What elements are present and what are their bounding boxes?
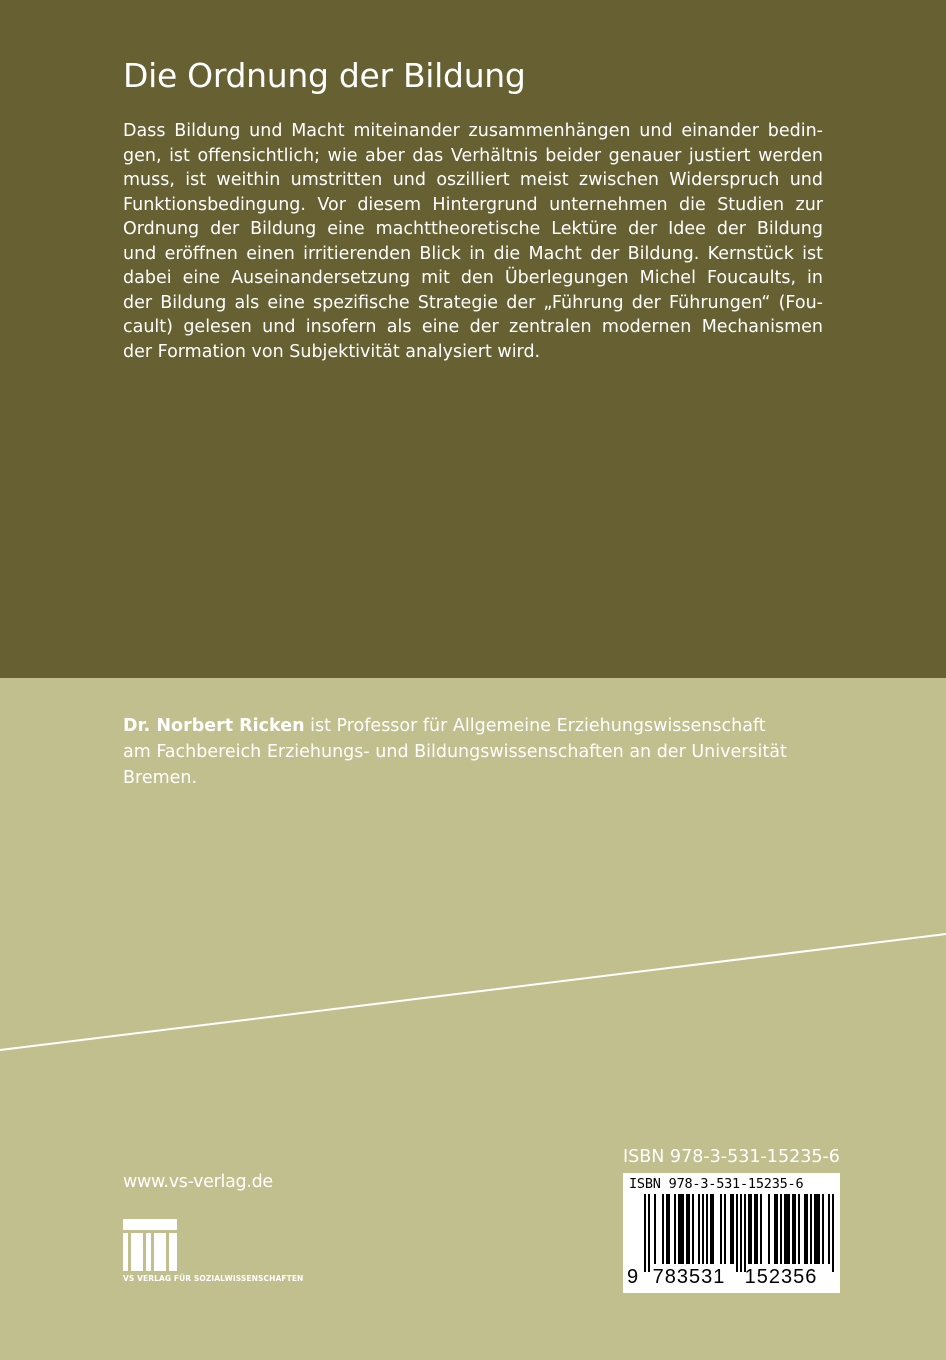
author-bio-line	[123, 713, 823, 739]
blurb-line: und eröffnen einen irritierenden Blick in die Macht der Bildung. Kernstück ist	[123, 243, 823, 264]
barcode-digits-right: 152356	[744, 1266, 818, 1288]
author-name: Dr. Norbert Ricken	[123, 716, 305, 736]
blurb-line: dabei eine Auseinandersetzung mit den Überlegungen Michel Foucaults, in	[123, 268, 823, 288]
publisher-logo-text: VS VERLAG FÜR SOZIALWISSENSCHAFTEN	[123, 1274, 304, 1283]
blurb-line: gen, ist offensichtlich; wie aber das Verhältnis beider genauer justiert werden	[123, 145, 823, 166]
blurb-line: cault) gelesen und insofern als eine der zentralen modernen Mechanismen	[123, 317, 823, 337]
author-bio-line: Bremen.	[123, 768, 198, 788]
blurb-line: Funktionsbedingung. Vor diesem Hintergrund unternehmen die Studien zur	[123, 194, 823, 215]
barcode	[623, 1173, 840, 1293]
author-bio-line: am Fachbereich Erziehungs- und Bildungswissenschaften an der Universität	[123, 742, 787, 762]
author-bio-text: ist Professor für Allgemeine Erziehungswissenschaft	[304, 716, 766, 736]
isbn-label: ISBN 978-3-531-15235-6	[623, 1147, 840, 1167]
barcode-isbn-text: ISBN 978-3-531-15235-6	[629, 1176, 804, 1192]
blurb-line: der Bildung als eine spezifische Strategie der „Führung der Führungen“ (Fou-	[123, 292, 823, 313]
author-bio	[123, 713, 823, 791]
barcode-digits-left: 783531	[652, 1266, 726, 1288]
diagonal-divider-line	[0, 930, 946, 1055]
blurb-line: der Formation von Subjektivität analysiert wird.	[123, 341, 541, 362]
publisher-url[interactable]: www.vs-verlag.de	[123, 1172, 273, 1192]
barcode-bars	[623, 1194, 840, 1272]
publisher-logo-icon	[123, 1219, 177, 1271]
blurb-line: muss, ist weithin umstritten und oszilliert meist zwischen Widerspruch und	[123, 170, 823, 190]
upper-cover-panel	[0, 0, 946, 678]
blurb-line: Ordnung der Bildung eine machttheoretische Lektüre der Idee der Bildung	[123, 219, 823, 239]
book-title: Die Ordnung der Bildung	[123, 56, 526, 95]
barcode-digit-first: 9	[627, 1266, 639, 1288]
book-blurb	[123, 119, 823, 364]
blurb-line: Dass Bildung und Macht miteinander zusammenhängen und einander bedin-	[123, 121, 823, 141]
